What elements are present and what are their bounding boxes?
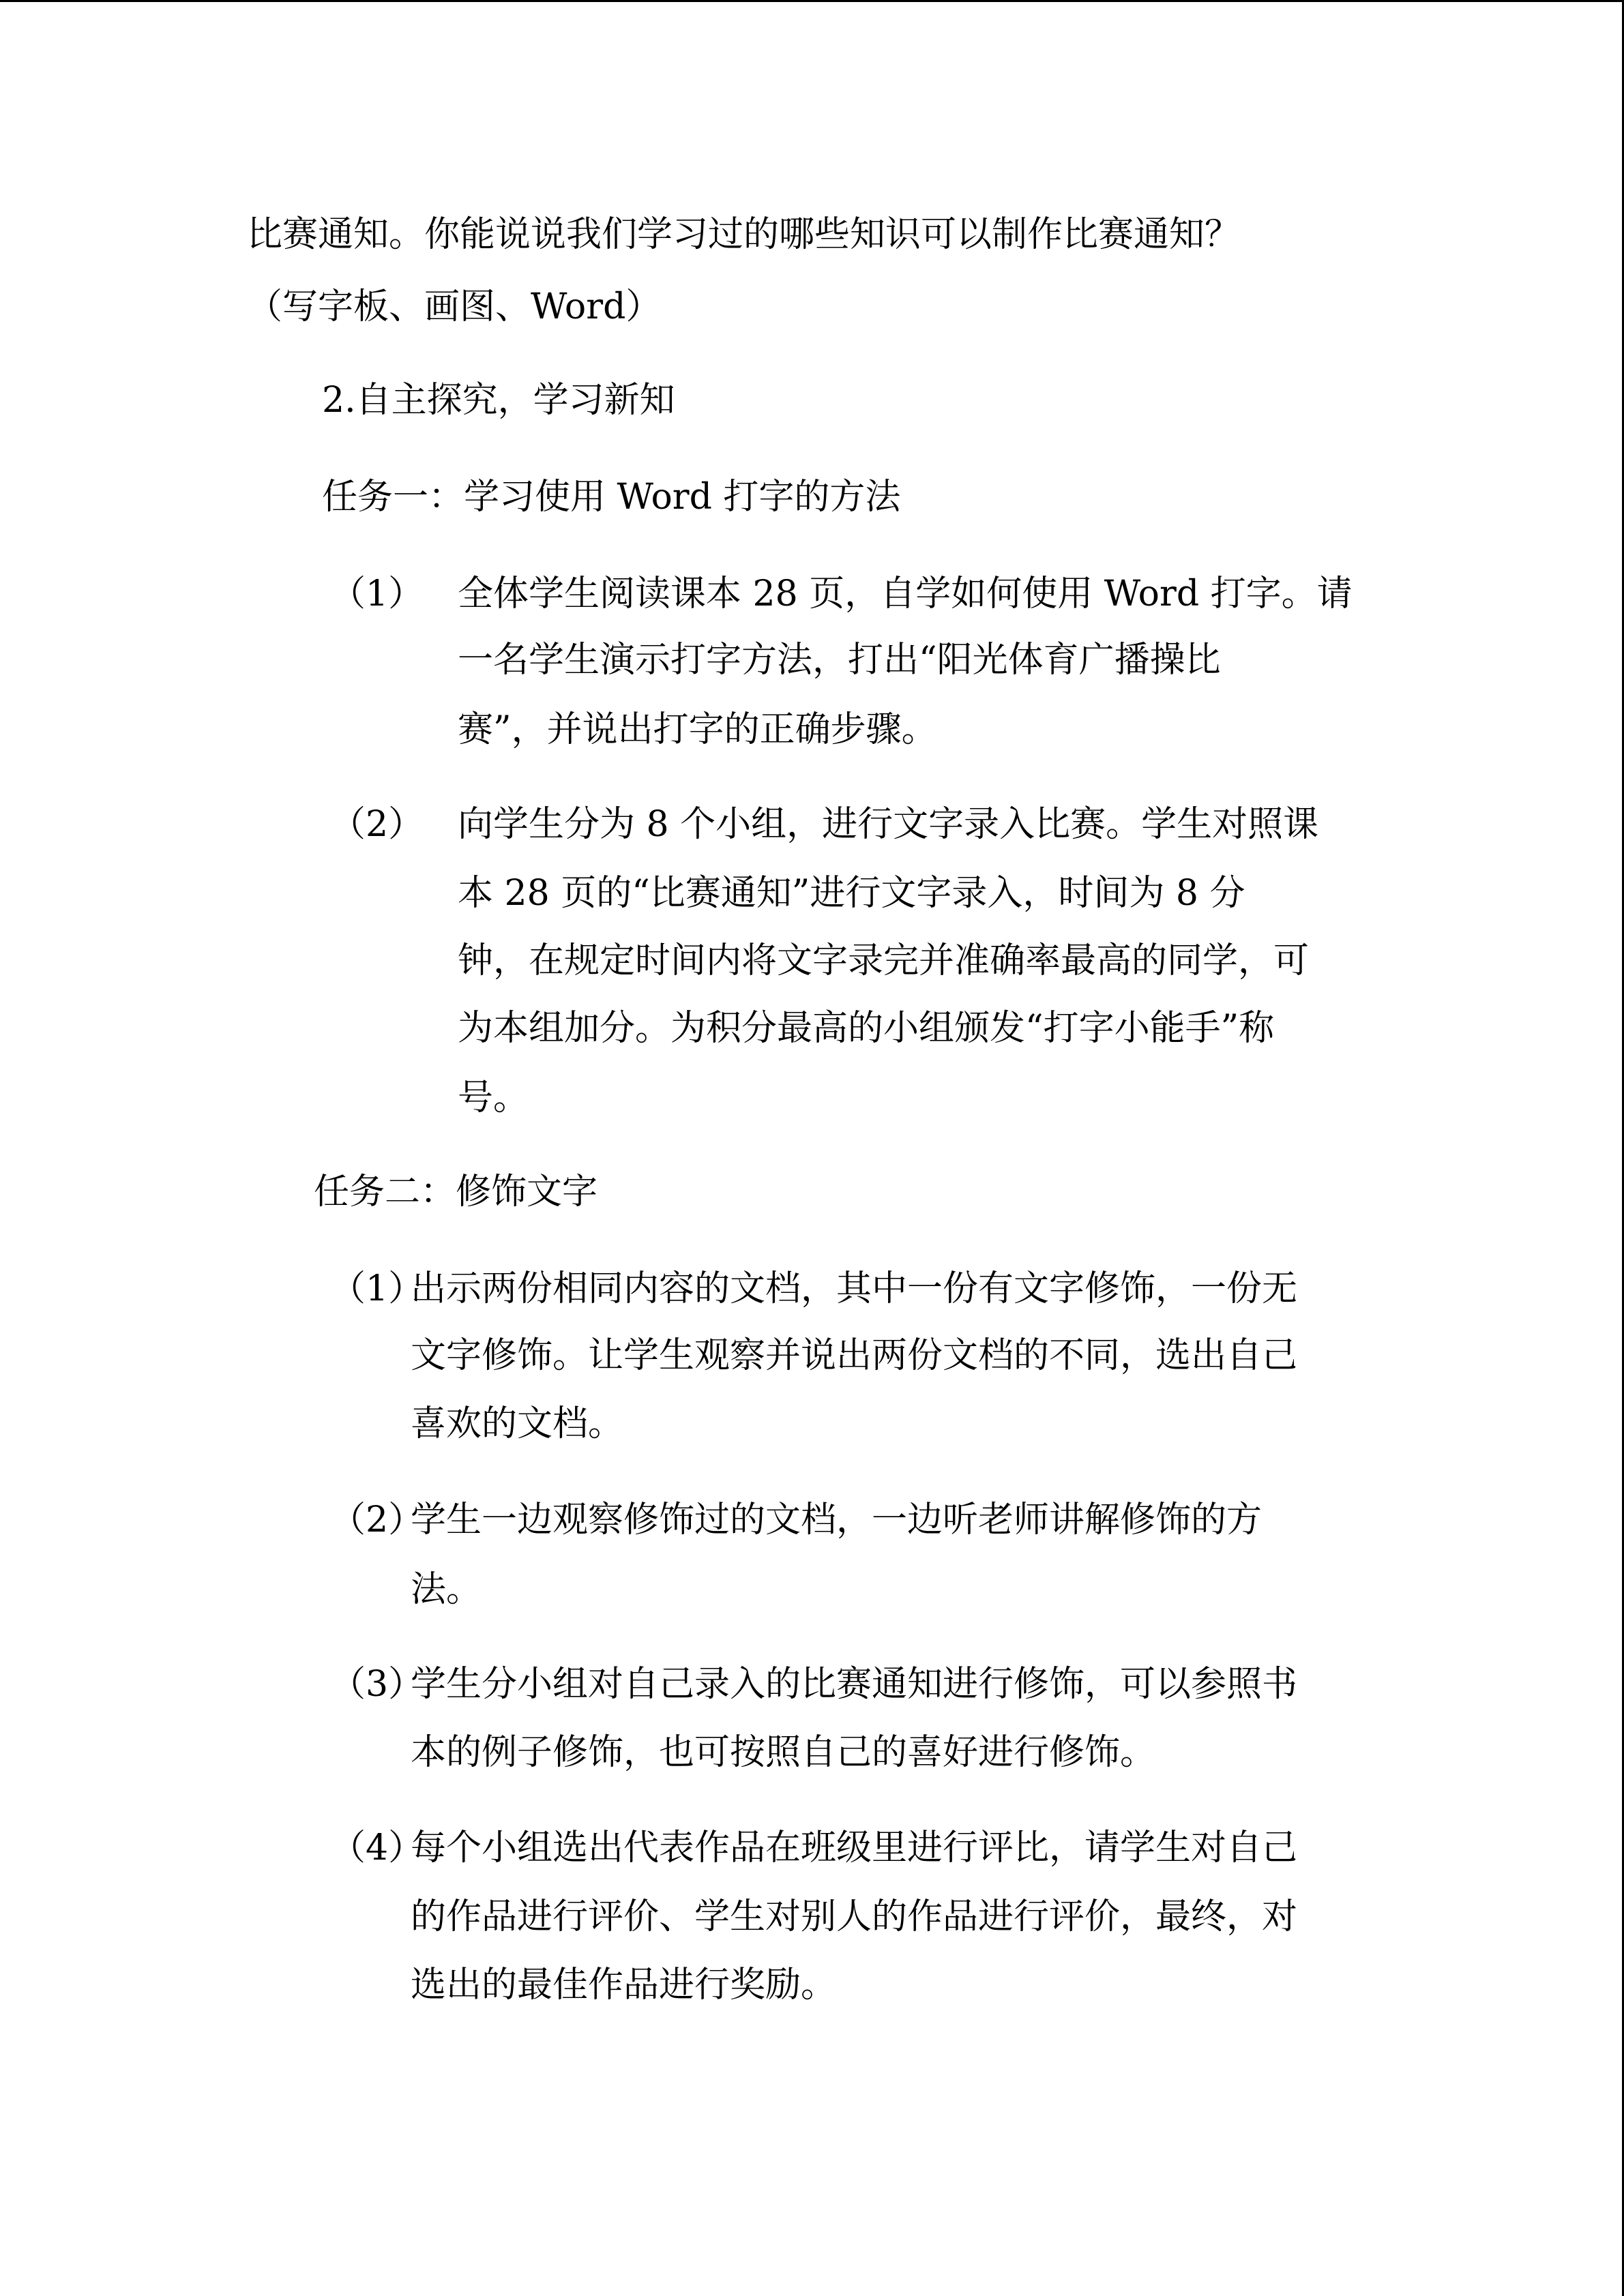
task1-item2-line3: 钟，在规定时间内将文字录完并准确率最高的同学，可: [458, 940, 1310, 981]
intro-line-2: （写字板、画图、Word）: [247, 286, 662, 327]
task1-item2-marker: （2）: [330, 804, 424, 845]
task1-item1-marker: （1）: [330, 573, 424, 614]
task2-item4-line2: 的作品进行评价、学生对别人的作品进行评价，最终，对: [411, 1896, 1298, 1937]
task2-item4-marker: （4）: [330, 1828, 424, 1868]
task2-item1-line1: 出示两份相同内容的文档，其中一份有文字修饰，一份无: [411, 1268, 1298, 1309]
task1-item1-line2: 一名学生演示打字方法，打出“阳光体育广播操比: [458, 640, 1221, 681]
task1-heading: 任务一：学习使用 Word 打字的方法: [322, 477, 901, 518]
task2-item3-marker: （3）: [330, 1664, 424, 1705]
task2-item4-line1: 每个小组选出代表作品在班级里进行评比，请学生对自己: [411, 1828, 1298, 1868]
task2-heading: 任务二：修饰文字: [314, 1172, 598, 1212]
task2-item2-line2: 法。: [411, 1569, 482, 1610]
task2-item2-marker: （2）: [330, 1500, 424, 1540]
task2-item3-line2: 本的例子修饰，也可按照自己的喜好进行修饰。: [411, 1732, 1156, 1773]
task2-item1-line2: 文字修饰。让学生观察并说出两份文档的不同，选出自己: [411, 1335, 1298, 1376]
task2-item1-line3: 喜欢的文档。: [411, 1403, 624, 1444]
task1-item2-line5: 号。: [458, 1077, 529, 1118]
section-heading: 2.自主探究，学习新知: [322, 380, 675, 421]
task1-item2-line2: 本 28 页的“比赛通知”进行文字录入，时间为 8 分: [458, 873, 1245, 914]
task2-item1-marker: （1）: [330, 1268, 424, 1309]
task1-item2-line1: 向学生分为 8 个小组，进行文字录入比赛。学生对照课: [458, 804, 1319, 845]
task2-item4-line3: 选出的最佳作品进行奖励。: [411, 1965, 837, 2006]
task1-item2-line4: 为本组加分。为积分最高的小组颁发“打字小能手”称: [458, 1008, 1275, 1049]
task2-item3-line1: 学生分小组对自己录入的比赛通知进行修饰，可以参照书: [411, 1664, 1298, 1705]
task2-item2-line1: 学生一边观察修饰过的文档，一边听老师讲解修饰的方: [411, 1500, 1263, 1540]
task1-item1-line3: 赛”，并说出打字的正确步骤。: [458, 709, 937, 750]
intro-line-1: 比赛通知。你能说说我们学习过的哪些知识可以制作比赛通知？: [247, 214, 1241, 255]
task1-item1-line1: 全体学生阅读课本 28 页，自学如何使用 Word 打字。请: [458, 573, 1353, 614]
